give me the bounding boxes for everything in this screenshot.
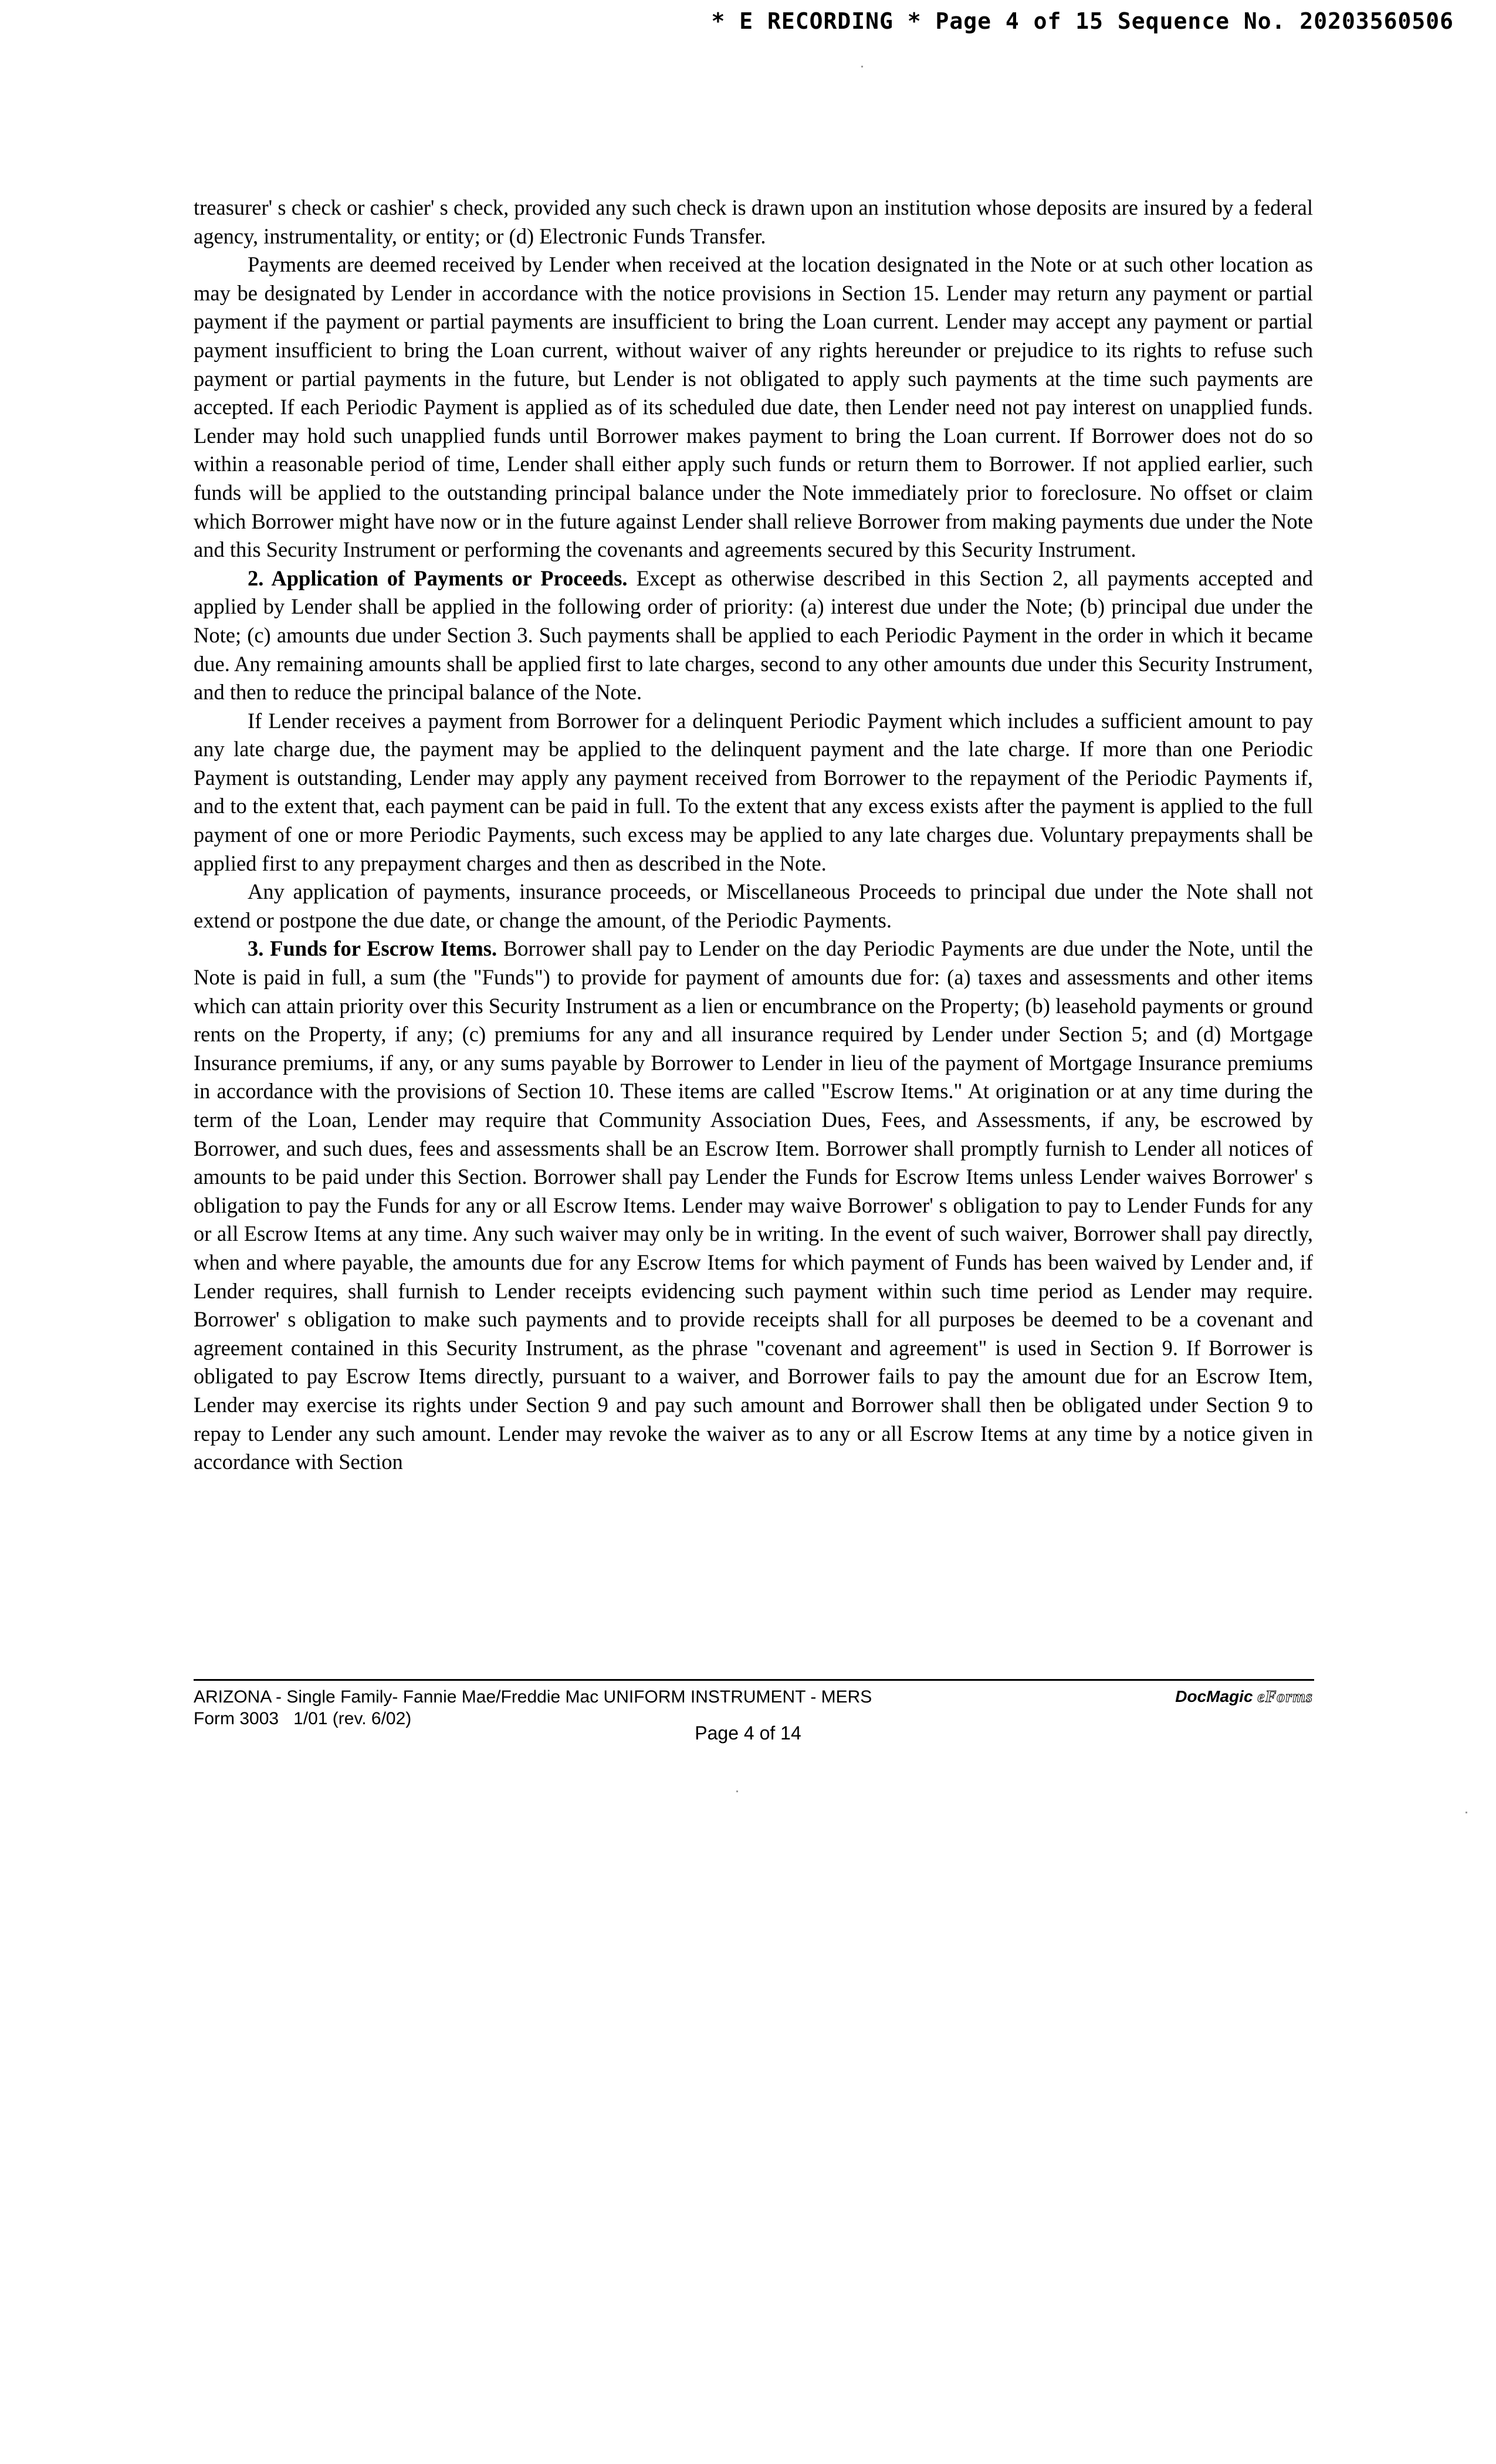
document-body (194, 194, 1313, 1477)
paragraph-application-of-payments: Any application of payments, insurance proceeds, or Miscellaneous Proceeds to principal due under the Note shall not extend or postpone the due date, or change the amount, of the Periodic Payments. (194, 879, 1313, 932)
page-number: Page 4 of 14 (695, 1722, 801, 1744)
docmagic-logo (1175, 1687, 1313, 1707)
paragraph-payments-received: Payments are deemed received by Lender when received at the location designated in the Note or at such other location as may be designated by Lender in accordance with the notice provisions in Section 15. Lender may return any payment or partial payment if the payment or partial payments are insufficient to bring the Loan current. Lender may accept any payment or partial payment insufficient to bring the Loan current, without waiver of any rights hereunder or prejudice to its rights to refuse such payment or partial payments in the future, but Lender is not obligated to apply such payments at the time such payments are accepted. If each Periodic Payment is applied as of its scheduled due date, then Lender need not pay interest on unapplied funds. Lender may hold such unapplied funds until Borrower makes payment to bring the Loan current. If Borrower does not do so within a reasonable period of time, Lender shall either apply such funds or return them to Borrower. If not applied earlier, such funds will be applied to the outstanding principal balance under the Note immediately prior to foreclosure. No offset or claim which Borrower might have now or in the future against Lender shall relieve Borrower from making payments due under the Note and this Security Instrument or performing the covenants and agreements secured by this Security Instrument. (194, 252, 1313, 562)
section-2-title: 2. Application of Payments or Proceeds. (248, 566, 628, 590)
scan-speck (736, 1791, 738, 1792)
form-line-2: Form 3003 1/01 (rev. 6/02) (194, 1709, 412, 1728)
section-3-text: Borrower shall pay to Lender on the day Periodic Payments are due under the Note, until the Note is paid in full, a sum (the "Funds") to provide for payment of amounts due for: (a) taxes and assessments and other items which can attain priority over this Security Instrument as a lien or encumbrance on the Property; (b) leasehold payments or ground rents on the Property, if any; (c) premiums for any and all insurance required by Lender under Section 5; and (d) Mortgage Insurance premiums, if any, or any sums payable by Borrower to Lender in lieu of the payment of Mortgage Insurance premiums in accordance with the provisions of Section 10. These items are called "Escrow Items." At origination or at any time during the term of the Loan, Lender may require that Community Association Dues, Fees, and Assessments, if any, be escrowed by Borrower, and such dues, fees and assessments shall be an Escrow Item. Borrower shall promptly furnish to Lender all notices of amounts to be paid under this Section. Borrower shall pay Lender the Funds for Escrow Items unless Lender waives Borrower' s obligation to pay the Funds for any or all Escrow Items. Lender may waive Borrower' s obligation to pay to Lender Funds for any or all Escrow Items at any time. Any such waiver may only be in writing. In the event of such waiver, Borrower shall pay directly, when and where payable, the amounts due for any Escrow Items for which payment of Funds has been waived by Lender and, if Lender requires, shall furnish to Lender receipts evidencing such payment within such time period as Lender may require. Borrower' s obligation to make such payments and to provide receipts shall for all purposes be deemed to be a covenant and agreement contained in this Security Instrument, as the phrase "covenant and agreement" is used in Section 9. If Borrower is obligated to pay Escrow Items directly, pursuant to a waiver, and Borrower fails to pay the amount due for an Escrow Item, Lender may exercise its rights under Section 9 and pay such amount and Borrower shall then be obligated under Section 9 to repay to Lender any such amount. Lender may revoke the waiver as to any or all Escrow Items at any time by a notice given in accordance with Section (194, 936, 1313, 1474)
form-line-1: ARIZONA - Single Family- Fannie Mae/Freddie Mac UNIFORM INSTRUMENT - MERS (194, 1687, 872, 1707)
docmagic-logo-text: DocMagic (1175, 1687, 1258, 1705)
paragraph-delinquent-payment: If Lender receives a payment from Borrower for a delinquent Periodic Payment which includes a sufficient amount to pay any late charge due, the payment may be applied to the delinquent payment and the late charge. If more than one Periodic Payment is outstanding, Lender may apply any payment received from Borrower to the repayment of the Periodic Payments if, and to the extent that, each payment can be paid in full. To the extent that any excess exists after the payment is applied to the full payment of one or more Periodic Payments, such excess may be applied to any late charges due. Voluntary prepayments shall be applied first to any prepayment charges and then as described in the Note. (194, 708, 1313, 875)
scan-speck (1465, 1812, 1467, 1813)
section-3-paragraph (194, 935, 1313, 1476)
scan-speck (861, 66, 863, 67)
recording-header: * E RECORDING * Page 4 of 15 Sequence No. 20203560506 (711, 8, 1454, 34)
paragraph-payment-methods: treasurer' s check or cashier' s check, provided any such check is drawn upon an institution whose deposits are insured by a federal agency, instrumentality, or entity; or (d) Electronic Funds Transfer. (194, 195, 1313, 248)
section-2-text: Except as otherwise described in this Section 2, all payments accepted and applied by Lender shall be applied in the following order of priority: (a) interest due under the Note; (b) principal due under the Note; (c) amounts due under Section 3. Such payments shall be applied to each Periodic Payment in the order in which it became due. Any remaining amounts shall be applied first to late charges, second to any other amounts due under this Security Instrument, and then to reduce the principal balance of the Note. (194, 566, 1313, 705)
section-2-paragraph (194, 564, 1313, 707)
eforms-logo-text: eForms (1257, 1688, 1313, 1706)
footer-divider (194, 1679, 1314, 1681)
section-3-title: 3. Funds for Escrow Items. (248, 936, 497, 961)
